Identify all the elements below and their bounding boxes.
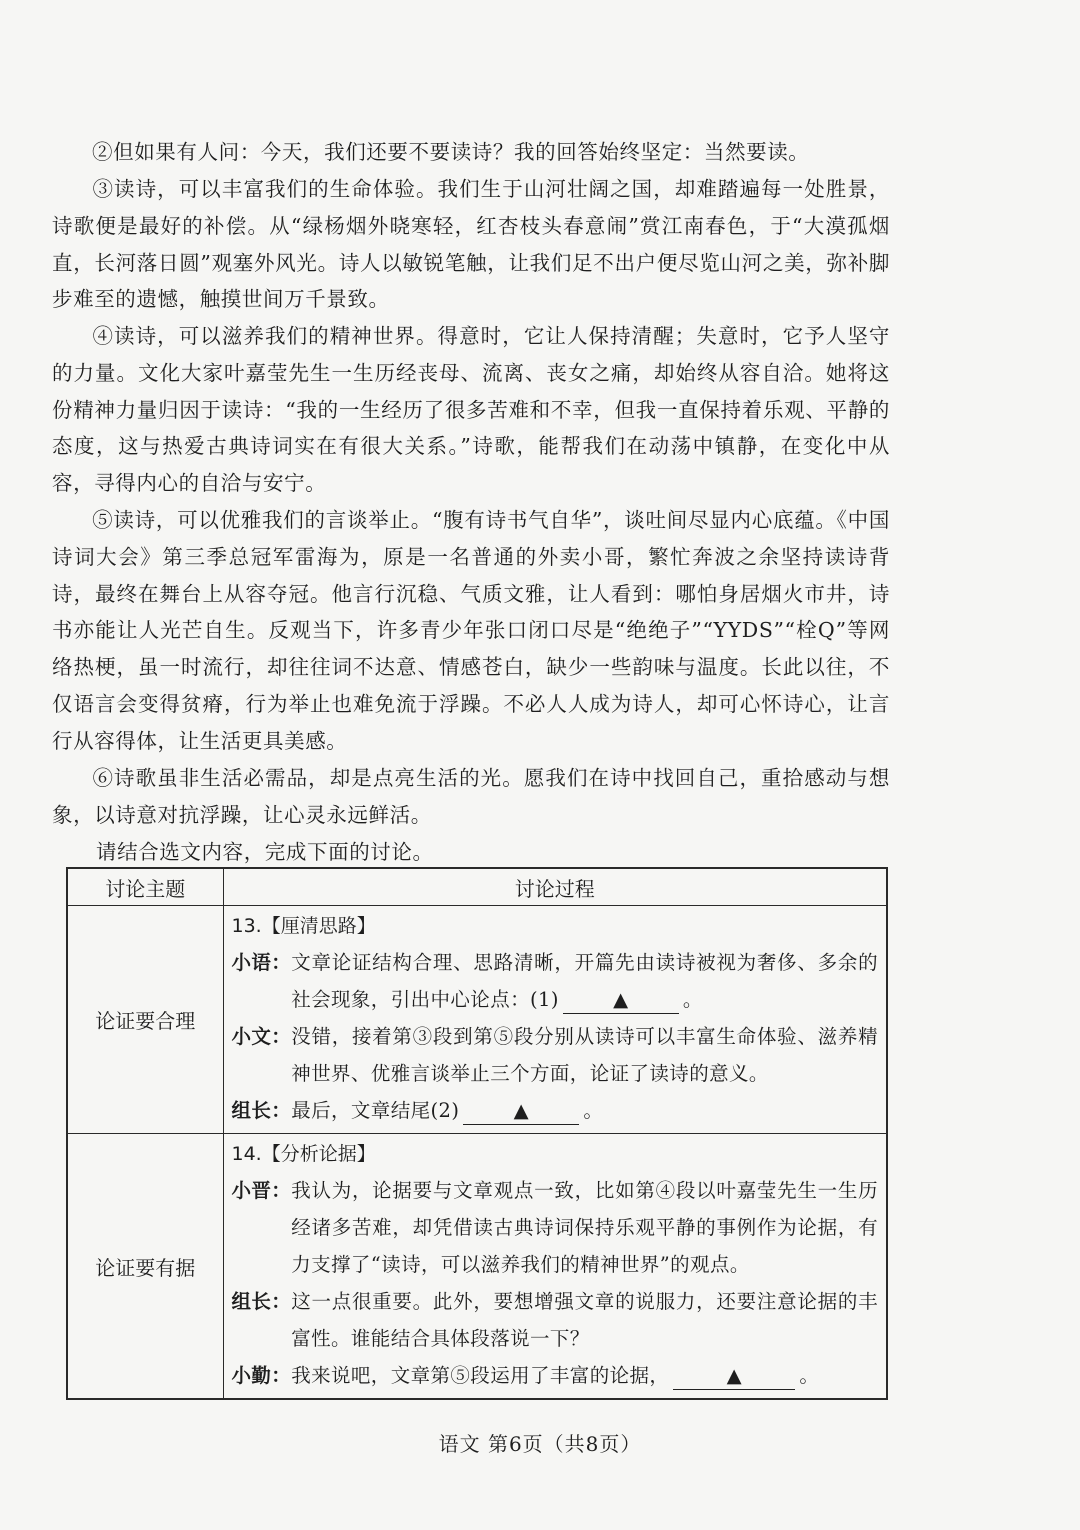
- end-punct: 。: [799, 1364, 820, 1387]
- q14-line-3: [232, 1357, 879, 1394]
- q13-title: 13.【厘清思路】: [231, 915, 376, 937]
- speaker-label: 组长：: [231, 1290, 292, 1313]
- triangle-icon: ▲: [726, 1364, 743, 1387]
- q13-line-1: [232, 944, 879, 1018]
- paragraph-6-text: ⑥诗歌虽非生活必需品，却是点亮生活的光。愿我们在诗中找回自己，重拾感动与想象，以诗意对抗浮躁，让心灵永远鲜活。: [52, 766, 890, 827]
- q13-line-2: [232, 1018, 879, 1092]
- triangle-icon: ▲: [513, 1099, 530, 1122]
- q14-line-1: [232, 1172, 879, 1283]
- paragraph-3: [52, 171, 890, 318]
- q13-statement-2: 没错，接着第③段到第⑤段分别从读诗可以丰富生命体验、滋养精神世界、优雅言谈举止三个方面，论证了读诗的意义。: [291, 1025, 878, 1085]
- discussion-table: [66, 867, 888, 1400]
- answer-blank-3[interactable]: [673, 1363, 795, 1390]
- triangle-icon: ▲: [613, 988, 629, 1011]
- process-q13: [223, 906, 887, 1134]
- q13-line-3: [232, 1092, 879, 1129]
- end-punct: 。: [682, 988, 703, 1011]
- q14-title: 14.【分析论据】: [231, 1143, 376, 1165]
- page-footer: 语文 第6页（共8页）: [438, 1432, 642, 1456]
- answer-blank-2[interactable]: [463, 1098, 579, 1125]
- paragraph-2-text: ②但如果有人问：今天，我们还要不要读诗？我的回答始终坚定：当然要读。: [92, 140, 810, 164]
- speaker-label: 小文：: [231, 1025, 292, 1048]
- q14-line-2: [232, 1283, 879, 1357]
- paragraph-3-text: ③读诗，可以丰富我们的生命体验。我们生于山河壮阔之国，却难踏遍每一处胜景，诗歌便是最好的补偿。从“绿杨烟外晓寒轻，红杏枝头春意闹”赏江南春色，于“大漠孤烟直，长河落日圆”观塞外风光。诗人以敏锐笔触，让我们足不出户便尽览山河之美，弥补脚步难至的遗憾，触摸世间万千景致。: [52, 177, 890, 312]
- header-topic: 讨论主题: [67, 868, 223, 906]
- end-punct: 。: [583, 1099, 604, 1122]
- paragraph-6: [52, 760, 890, 834]
- table-row-q13: [67, 906, 887, 1134]
- speaker-label: 小勤：: [231, 1364, 292, 1387]
- speaker-label: 小晋：: [231, 1179, 292, 1202]
- speaker-label: 小语：: [231, 951, 292, 974]
- process-q14: [223, 1134, 887, 1400]
- topic-q14: 论证要有据: [67, 1134, 223, 1400]
- paragraph-4: [52, 318, 890, 502]
- paragraph-5-text: ⑤读诗，可以优雅我们的言谈举止。“腹有诗书气自华”，谈吐间尽显内心底蕴。《中国诗词大会》第三季总冠军雷海为，原是一名普通的外卖小哥，繁忙奔波之余坚持读诗背诗，最终在舞台上从容夺冠。他言行沉稳、气质文雅，让人看到：哪怕身居烟火市井，诗书亦能让人光芒自生。反观当下，许多青少年张口闭口尽是“绝绝子”“YYDS”“栓Q”等网络热梗，虽一时流行，却往往词不达意、情感苍白，缺少一些韵味与温度。长此以往，不仅语言会变得贫瘠，行为举止也难免流于浮躁。不必人人成为诗人，却可心怀诗心，让言行从容得体，让生活更具美感。: [52, 508, 890, 753]
- header-process: 讨论过程: [223, 868, 887, 906]
- speaker-label: 组长：: [231, 1099, 292, 1122]
- q14-statement-3: 我来说吧，文章第⑤段运用了丰富的论据，: [291, 1364, 670, 1387]
- topic-q13: 论证要合理: [67, 906, 223, 1134]
- q14-statement-2: 这一点很重要。此外，要想增强文章的说服力，还要注意论据的丰富性。谁能结合具体段落说一下？: [291, 1290, 878, 1350]
- paragraph-4-text: ④读诗，可以滋养我们的精神世界。得意时，它让人保持清醒；失意时，它予人坚守的力量。文化大家叶嘉莹先生一生历经丧母、流离、丧女之痛，却始终从容自洽。她将这份精神力量归因于读诗：“我的一生经历了很多苦难和不幸，但我一直保持着乐观、平静的态度，这与热爱古典诗词实在有很大关系。”诗歌，能帮我们在动荡中镇静，在变化中从容，寻得内心的自洽与安宁。: [52, 324, 890, 496]
- q14-statement-1: 我认为，论据要与文章观点一致，比如第④段以叶嘉莹先生一生历经诸多苦难，却凭借读古典诗词保持乐观平静的事例作为论据，有力支撑了“读诗，可以滋养我们的精神世界”的观点。: [291, 1179, 878, 1276]
- table-row-q14: [67, 1134, 887, 1400]
- answer-blank-1[interactable]: [563, 987, 679, 1014]
- paragraph-5: [52, 502, 890, 760]
- q13-statement-1: 文章论证结构合理、思路清晰，开篇先由读诗被视为奢侈、多余的社会现象，引出中心论点：(1): [291, 951, 878, 1011]
- instruction: 请结合选文内容，完成下面的讨论。: [96, 840, 434, 864]
- q13-statement-3: 最后，文章结尾(2): [291, 1099, 460, 1122]
- paragraph-2: [52, 134, 890, 171]
- table-header-row: [67, 868, 887, 906]
